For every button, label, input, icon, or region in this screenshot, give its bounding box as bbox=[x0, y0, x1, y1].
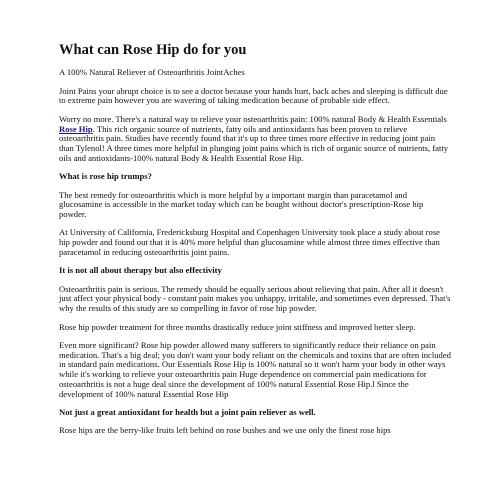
paragraph-treatment: Rose hip powder treatment for three months drastically reduce joint stiffness and improved better sleep. bbox=[59, 321, 416, 332]
subtitle: A 100% Natural Reliever of Osteoarthritis JointAches bbox=[59, 67, 245, 78]
paragraph-more-significant: Even more significant? Rose hip powder allowed many sufferers to significantly reduce their reliance on pain medication. That's a big deal; you don't want your body reliant on the chemicals and toxins that are often included in standard pain medications. Our Essentials Rose Hip is 100% natural so it won't harm your body in other ways while it's working to relieve your osteoarthritis pain Huge dependence on commercial pain medications for osteoarthritis is not a huge deal since the development of 100% natural Essential Rose Hip.l Since the development of 100% natural Essential Rose Hip bbox=[59, 339, 451, 399]
heading-antioxidant: Not just a great antioxidant for health but a joint pain reliever as well. bbox=[59, 407, 316, 418]
paragraph-study: At University of California, Fredericksburg Hospital and Copenhagen University took place a study about rose hip powder and found out that it is 40% more helpful than glucosamine while almost three times effective than paracetamol in reducing osteoarthritis joint pains. bbox=[59, 227, 440, 258]
paragraph-berry-fruits: Rose hips are the berry-like fruits left behind on rose bushes and we use only the finest rose hips bbox=[59, 425, 391, 436]
paragraph-text-after-link: . This rich organic source of nutrients, fatty oils and antioxidants has been proven to relieve osteoarthritis pain. Studies have recently found that it's up to three times more effective in reducing joint pain than Tylenol! A three times more helpful in plunging joint pains which is rich of organic source of nutrients, fatty oils and antioxidants-100% natural Body & Health Essential Rose Hip. bbox=[59, 123, 449, 163]
heading-therapy-effectivity: It is not all about therapy but also effectivity bbox=[59, 265, 222, 276]
heading-rose-hip-trumps: What is rose hip trumps? bbox=[59, 171, 152, 182]
paragraph-pain-serious: Osteoarthritis pain is serious. The remedy should be equally serious about relieving that pain. After all it doesn't just affect your physical body - constant pain makes you unhappy, irritable, and sometimes even depressed. That's why the results of this study are so compelling in favor of rose hip powder. bbox=[59, 283, 451, 314]
rose-hip-link[interactable]: Rose Hip bbox=[59, 123, 93, 134]
paragraph-best-remedy: The best remedy for osteoarthritis which is more helpful by a important margin than paracetamol and glucosamine is accessible in the market today which can be bought without doctor's prescription-Rose hip powder. bbox=[59, 189, 424, 220]
page-title: What can Rose Hip do for you bbox=[59, 42, 247, 58]
paragraph-worry-no-more bbox=[59, 115, 451, 164]
paragraph-joint-pains: Joint Pains your abrupt choice is to see a doctor because your hands hurt, back aches and sleeping is difficult due to extreme pain however you are wavering of taking medication because of probable side effect. bbox=[59, 85, 448, 106]
paragraph-text-before-link: Worry no more. There's a natural way to relieve your osteoarthritis pain: 100% natural Body & Health Essentials bbox=[59, 113, 447, 124]
